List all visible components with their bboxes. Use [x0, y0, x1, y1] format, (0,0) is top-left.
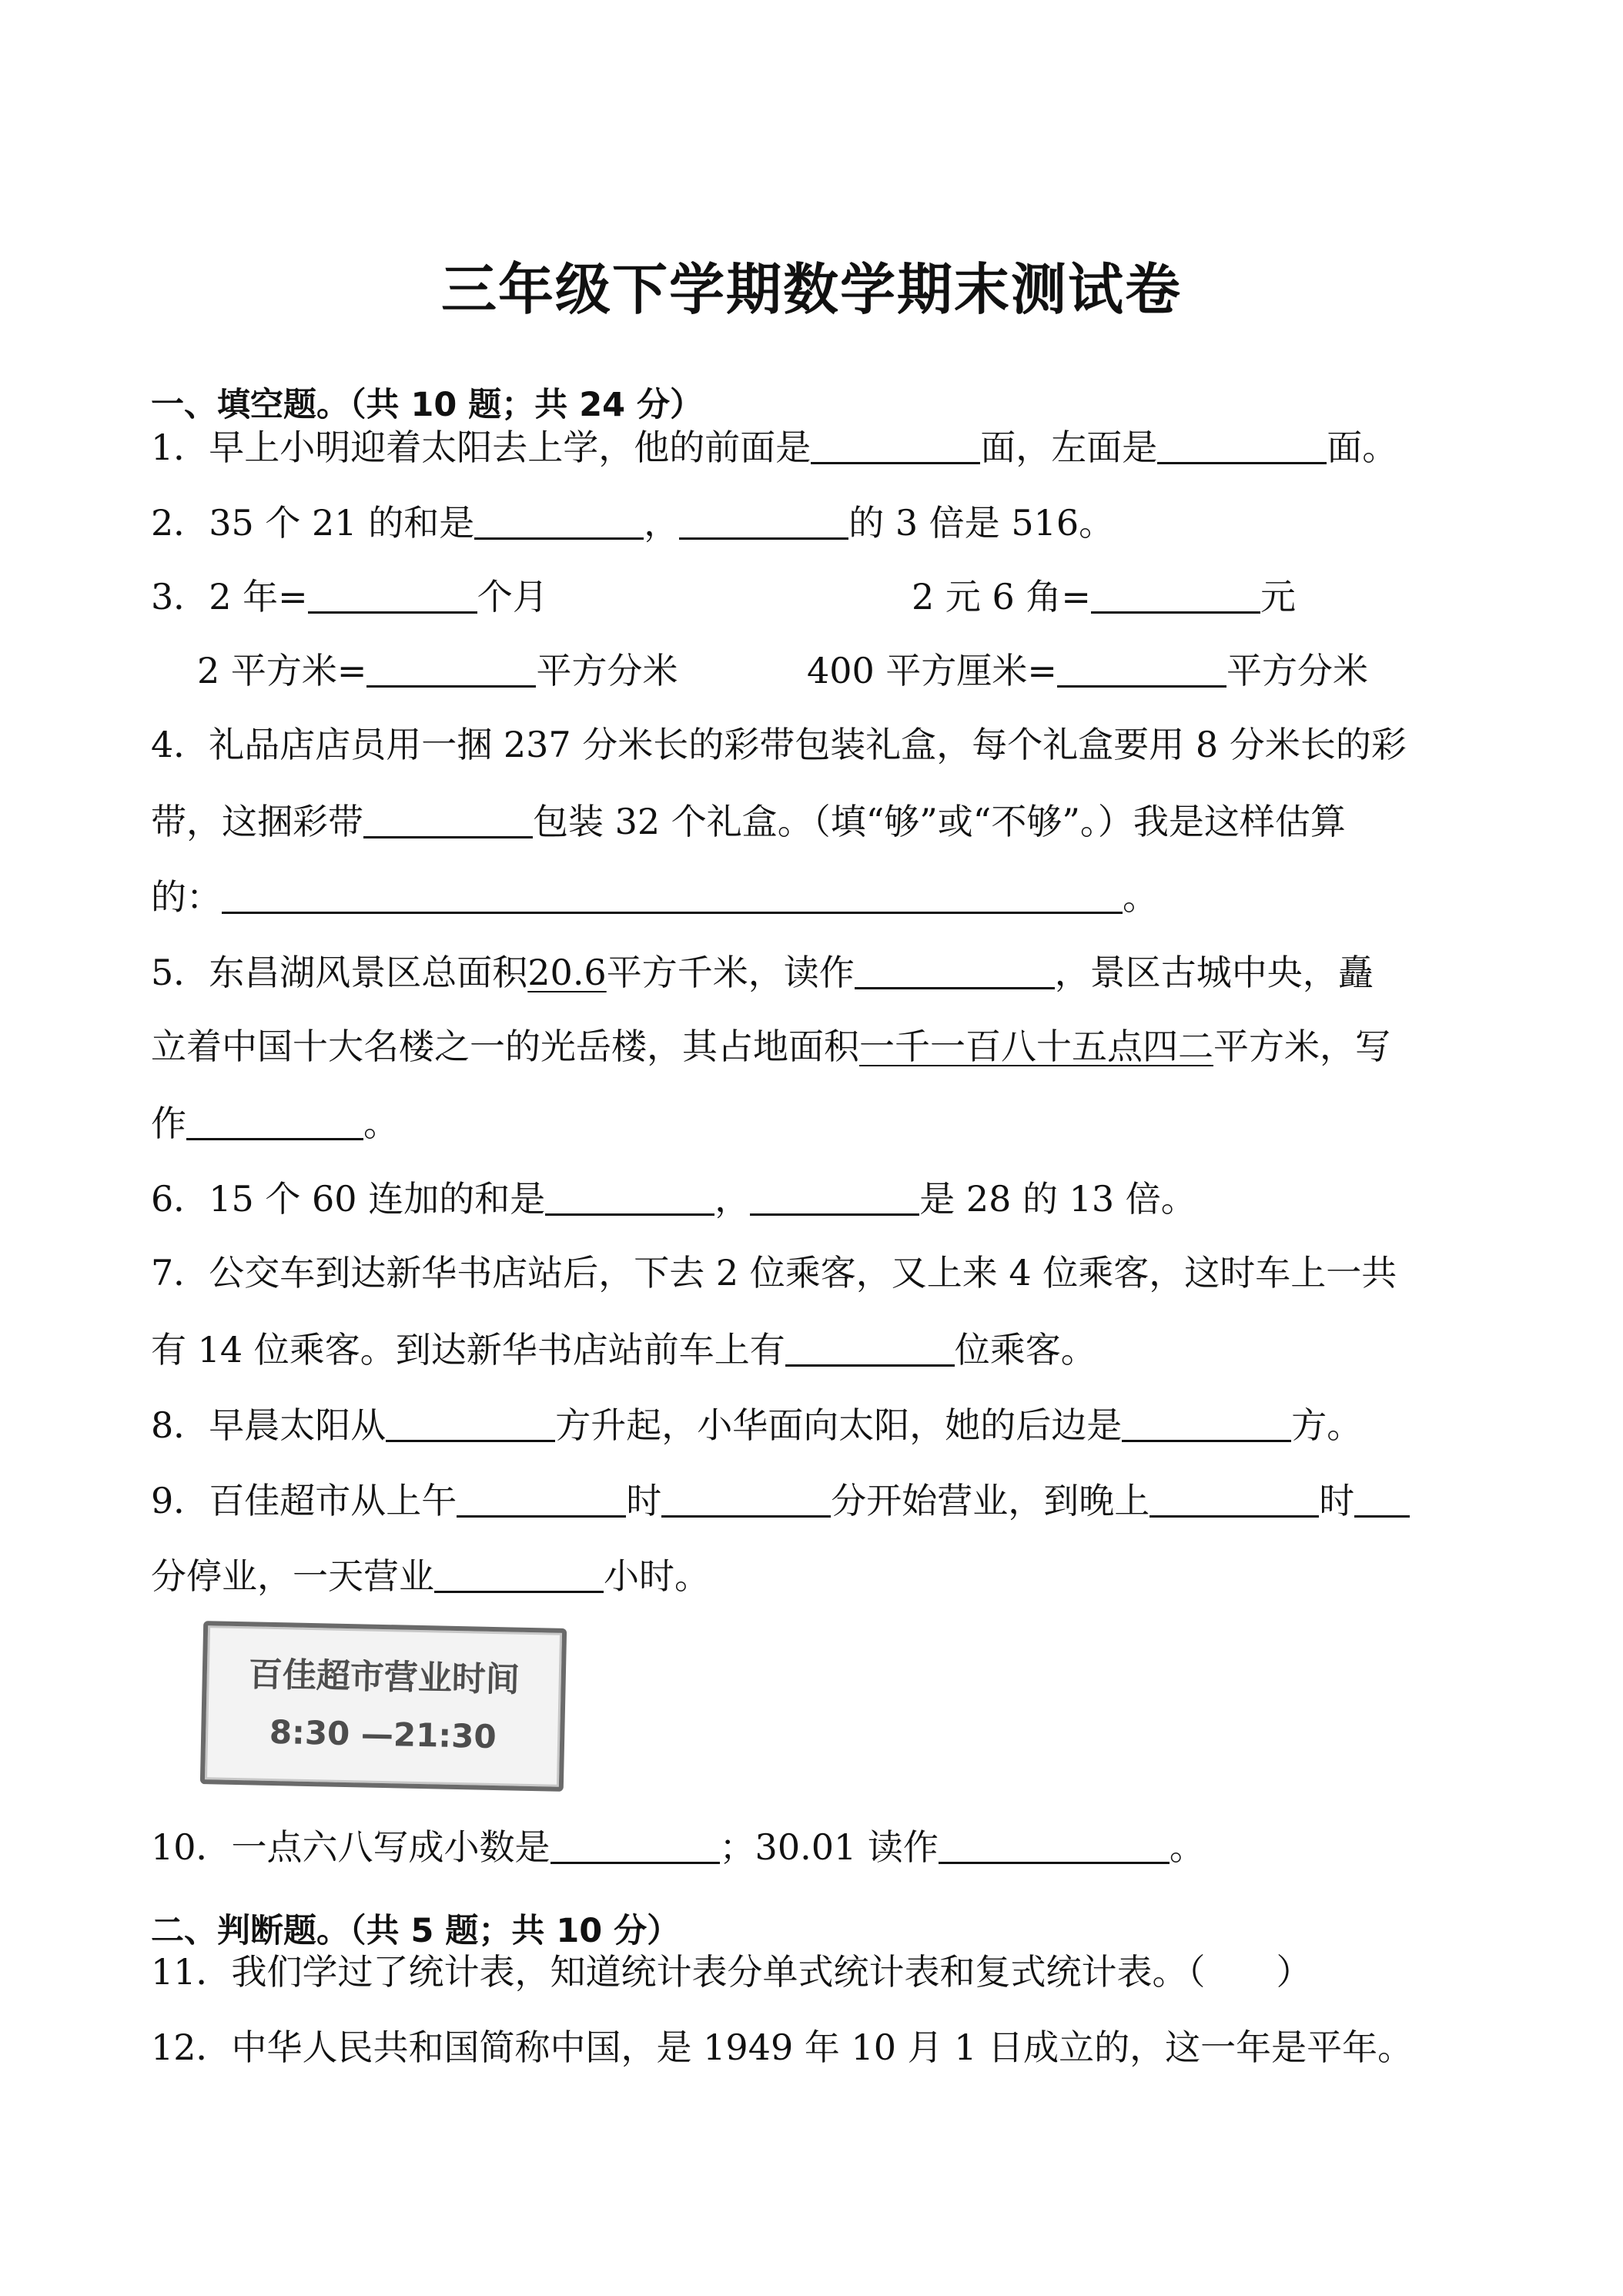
answer-blank[interactable] — [434, 1557, 604, 1593]
answer-blank[interactable] — [386, 1406, 555, 1442]
question-3-row-2: 2 平方米= 平方分米 — [197, 650, 678, 691]
answer-blank[interactable] — [1091, 577, 1260, 614]
answer-blank[interactable] — [661, 1481, 831, 1518]
question-3-row-1: 3．2 年= 个月 — [151, 576, 548, 618]
answer-blank[interactable] — [679, 504, 848, 540]
answer-blank[interactable] — [545, 1180, 714, 1216]
store-hours-sign-time: 8:30 —21:30 — [269, 1712, 497, 1756]
answer-blank[interactable] — [811, 428, 980, 464]
question-4-line-1: 4．礼品店店员用一捆 237 分米长的彩带包装礼盒，每个礼盒要用 8 分米长的彩 — [151, 724, 1407, 765]
store-hours-sign-image — [200, 1621, 567, 1792]
question-9-line-1: 9．百佳超市从上午 时 分开始营业，到晚上 时 — [151, 1481, 1410, 1518]
answer-blank[interactable] — [186, 1104, 363, 1140]
question-11: 11．我们学过了统计表，知道统计表分单式统计表和复式统计表。（ ） — [151, 1951, 1312, 1993]
answer-blank[interactable] — [855, 953, 1055, 989]
answer-blank[interactable] — [363, 802, 533, 838]
question-6: 6．15 个 60 连加的和是 ， 是 28 的 13 倍。 — [151, 1178, 1196, 1220]
answer-blank[interactable] — [474, 504, 644, 540]
answer-blank[interactable] — [366, 651, 536, 688]
section-judgment-header: 二、判断题。（共 5 题；共 10 分） — [151, 1912, 681, 1950]
question-5-line-3: 作 。 — [151, 1103, 399, 1144]
answer-blank[interactable] — [550, 1828, 720, 1864]
question-5-line-2: 立着中国十大名楼之一的光岳楼，其占地面积一千一百八十五点四二平方米，写 — [151, 1026, 1390, 1067]
answer-blank[interactable] — [1157, 428, 1327, 464]
question-12: 12．中华人民共和国简称中国，是 1949 年 10 月 1 日成立的，这一年是平年。 — [151, 2027, 1414, 2068]
answer-blank[interactable] — [308, 577, 477, 614]
exam-title: 三年级下学期数学期末测试卷 — [440, 257, 1182, 322]
question-1: 1．早上小明迎着太阳去上学，他的前面是 面，左面是 面。 — [151, 427, 1398, 468]
underlined-number: 一千一百八十五点四二 — [859, 1026, 1213, 1067]
answer-blank[interactable] — [1354, 1481, 1410, 1518]
question-7-line-2: 有 14 位乘客。到达新华书店站前车上有 位乘客。 — [151, 1329, 1096, 1371]
question-8: 8．早晨太阳从 方升起，小华面向太阳，她的后边是 方。 — [151, 1404, 1363, 1446]
section-fill-in-header: 一、填空题。（共 10 题；共 24 分） — [151, 386, 704, 424]
question-10: 10．一点六八写成小数是 ；30.01 读作 。 — [151, 1826, 1205, 1868]
answer-blank[interactable] — [457, 1481, 626, 1518]
question-9-line-2: 分停业，一天营业 小时。 — [151, 1555, 710, 1597]
question-4-line-3: 的： 。 — [151, 876, 1158, 918]
question-7-line-1: 7．公交车到达新华书店站后，下去 2 位乘客，又上来 4 位乘客，这时车上一共 — [151, 1252, 1397, 1294]
answer-blank[interactable] — [222, 878, 1123, 914]
underlined-number: 20.6 — [527, 952, 607, 993]
answer-blank[interactable] — [1149, 1481, 1319, 1518]
question-3-row-1-right: 2 元 6 角= 元 — [912, 576, 1296, 618]
answer-blank[interactable] — [750, 1180, 919, 1216]
question-2: 2．35 个 21 的和是 ， 的 3 倍是 516。 — [151, 502, 1115, 544]
answer-blank[interactable] — [1122, 1406, 1291, 1442]
question-5-line-1: 5．东昌湖风景区总面积20.6平方千米，读作 ，景区古城中央，矗 — [151, 952, 1374, 993]
answer-blank[interactable] — [939, 1828, 1170, 1864]
question-4-line-2: 带，这捆彩带 包装 32 个礼盒。（填“够”或“不够”。）我是这样估算 — [151, 801, 1346, 842]
store-hours-sign-title: 百佳超市营业时间 — [248, 1655, 520, 1700]
question-3-row-2-right: 400 平方厘米= 平方分米 — [807, 650, 1368, 691]
answer-blank[interactable] — [785, 1330, 955, 1367]
answer-blank[interactable] — [1057, 651, 1226, 688]
